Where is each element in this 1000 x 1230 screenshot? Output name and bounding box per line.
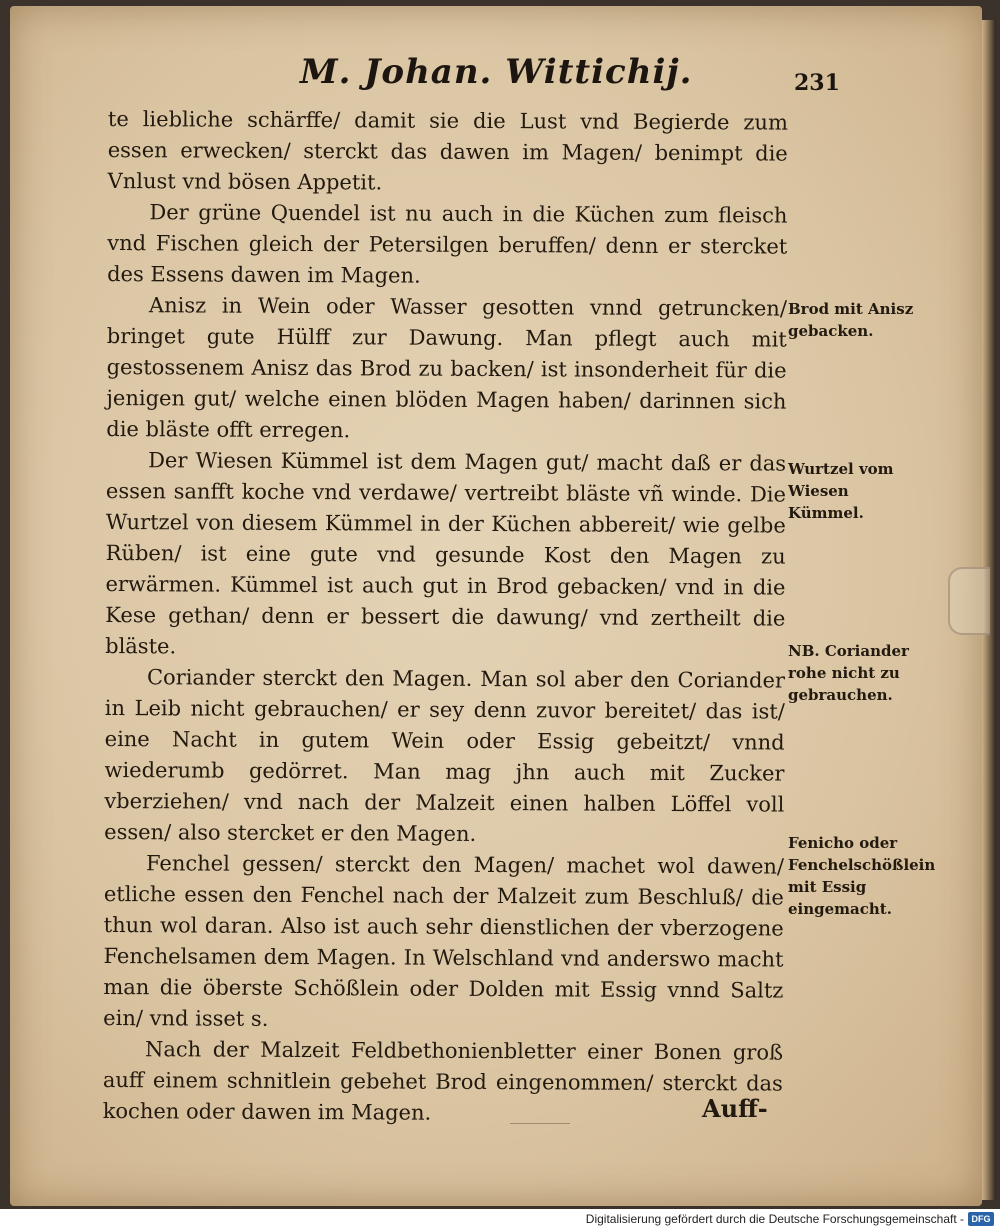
- divider: [510, 1123, 570, 1124]
- margin-note-fenicho: Fenicho oder Fenchelschößlein mit Essig eingemacht.: [788, 834, 936, 918]
- main-text-block: [103, 104, 788, 1131]
- margin-note-wurtzel: Wurtzel vom Wiesen Kümmel.: [788, 460, 894, 522]
- paragraph: Der grüne Quendel ist nu auch in die Küchen zum fleisch vnd Fischen gleich der Petersilgen beruffen/ denn er stercket des Essens dawen im Magen.: [107, 200, 788, 288]
- paragraph: Fenchel gessen/ sterckt den Magen/ machet wol dawen/ etliche essen den Fenchel nach der Malzeit zum Beschluß/ die thun wol daran. Also ist auch sehr dienstlichen der vberzogene Fenchelsamen dem Magen. In Welschland vnd anderswo macht man die öberste Schößlein oder Dolden mit Essig vnnd Saltz ein/ vnd isset s.: [103, 851, 785, 1031]
- paragraph: Anisz in Wein oder Wasser gesotten vnnd getruncken/ bringet gute Hülff zur Dawung. Man pflegt auch mit gestossenem Anisz das Brod zu backen/ ist insonderheit für die jenigen gut/ welche einen blöden Magen haben/ darinnen sich die bläste offt erregen.: [106, 293, 788, 443]
- margin-note-brod: Brod mit Anisz gebacken.: [788, 300, 914, 340]
- paragraph: Der Wiesen Kümmel ist dem Magen gut/ macht daß er das essen sanfft koche vnd verdawe/ vertreibt bläste vñ winde. Die Wurtzel von diesem Kümmel in der Küchen abbereit/ wie gelbe Rüben/ ist eine gute vnd gesunde Kost den Magen zu erwärmen. Kümmel ist auch gut in Brod gebacken/ vnd in die Kese gethan/ denn er bessert die dawung/ vnd zertheilt die bläste.: [105, 448, 787, 659]
- paragraph: Coriander sterckt den Magen. Man sol aber den Coriander in Leib nicht gebrauchen/ er sey denn zuvor bereitet/ das ist/ eine Nacht in gutem Wein oder Essig gebeitzt/ vnnd wiederumb gedörret. Man mag jhn auch mit Zucker vberziehen/ vnd nach der Malzeit einen halben Löffel voll essen/ also stercket er den Magen.: [104, 665, 786, 846]
- catchword: Auff-: [702, 1094, 768, 1123]
- footer-credit: Digitalisierung gefördert durch die Deutsche Forschungsgemeinschaft -: [585, 1212, 964, 1226]
- page-tab-marker: [948, 567, 990, 635]
- page-number: 231: [794, 70, 840, 96]
- running-head-title: M. Johan. Wittichij.: [300, 52, 693, 92]
- dfg-logo-icon: DFG: [968, 1212, 994, 1226]
- margin-note-coriander: NB. Coriander rohe nicht zu gebrauchen.: [788, 642, 909, 704]
- paragraph: te liebliche schärffe/ damit sie die Lust vnd Begierde zum essen erwecken/ sterckt das dawen im Magen/ benimpt die Vnlust vnd bösen Appetit.: [107, 106, 788, 195]
- footer-bar: [0, 1209, 1000, 1230]
- paragraph: Nach der Malzeit Feldbethonienbletter einer Bonen groß auff einem schnitlein gebehet Brod eingenommen/ sterckt das kochen oder dawen im Magen.: [102, 1037, 784, 1125]
